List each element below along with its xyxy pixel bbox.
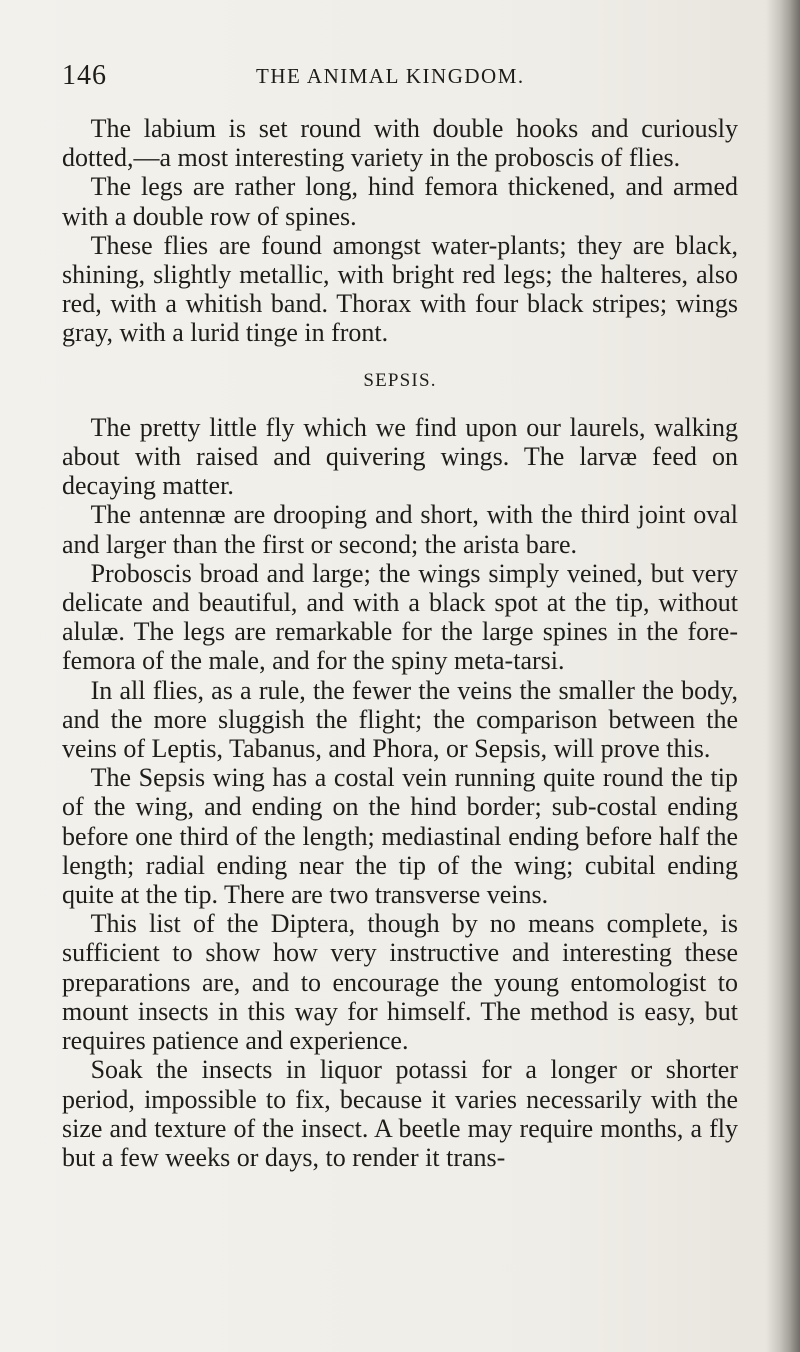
paragraph-soak-method: Soak the insects in liquor potassi for a longer or shorter period, impossible to fix, because it varies necessarily with the size and texture of the insect. A beetle may require months, a fly but a few weeks or days, to render it trans- xyxy=(62,1055,738,1172)
paragraph-habitat: These flies are found amongst water-plants; they are black, shining, slightly metallic, with bright red legs; the halteres, also red, with a whitish band. Thorax with four black stripes; wings gray, with a lurid tinge in front. xyxy=(62,230,738,348)
paragraph-proboscis: Proboscis broad and large; the wings simply veined, but very delicate and beautiful, and with a black spot at the tip, without alulæ. The legs are remarkable for the large spines in the fore-femora of the male, and for the spiny meta-tarsi. xyxy=(62,558,738,676)
running-head: THE ANIMAL KINGDOM. xyxy=(256,64,525,88)
page-binding-edge xyxy=(766,0,800,1352)
paragraph-antennae: The antennæ are drooping and short, with the third joint oval and larger than the first or second; the arista bare. xyxy=(62,500,738,559)
paragraph-diptera-list: This list of the Diptera, though by no means complete, is sufficient to show how very instructive and interesting these preparations are, and to encourage the young entomologist to mount insects in this way for himself. The method is easy, but requires patience and experience. xyxy=(62,909,738,1056)
paragraph-veins-rule: In all flies, as a rule, the fewer the veins the smaller the body, and the more sluggish the flight; the comparison between the veins of Leptis, Tabanus, and Phora, or Sepsis, will prove this. xyxy=(62,675,738,764)
paragraph-legs: The legs are rather long, hind femora thickened, and armed with a double row of spines. xyxy=(62,172,738,231)
body-text xyxy=(62,114,738,1172)
section-title-sepsis: SEPSIS. xyxy=(363,369,437,391)
page-header xyxy=(62,60,742,100)
paragraph-sepsis-wing: The Sepsis wing has a costal vein running quite round the tip of the wing, and ending on the hind border; sub-costal ending before one third of the length; mediastinal ending before half the length; radial ending near the tip of the wing; cubital ending quite at the tip. There are two transverse veins. xyxy=(62,763,738,910)
page-number: 146 xyxy=(62,60,107,91)
paragraph-labium: The labium is set round with double hooks and curiously dotted,—a most interesting variety in the proboscis of flies. xyxy=(62,114,738,173)
paragraph-sepsis-intro: The pretty little fly which we find upon our laurels, walking about with raised and quivering wings. The larvæ feed on decaying matter. xyxy=(62,412,738,501)
